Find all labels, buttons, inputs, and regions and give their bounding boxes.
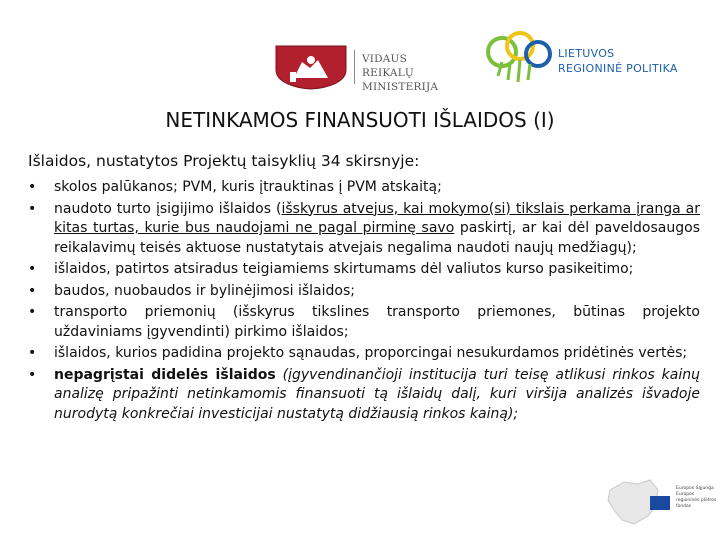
fund-text-line-2: Europos bbox=[676, 492, 695, 497]
bullet-icon: • bbox=[28, 345, 37, 361]
item-bold-text: nepagrįstai didelės išlaidos bbox=[54, 366, 276, 383]
ministry-name bbox=[362, 52, 462, 94]
program-name-line-1: LIETUVOS bbox=[558, 47, 615, 60]
fund-text-line-3: regioninės plėtros bbox=[676, 498, 717, 503]
item-text: išlaidos, patirtos atsiradus teigiamiems skirtumams dėl valiutos kurso pasikeitimo; bbox=[54, 261, 634, 277]
item-underlined-text: išskyrus atvejus, kai mokymo(si) tikslais perkama įranga ar kitas turtas, kurie bus naudojami ne pagal pirminę savo bbox=[54, 200, 700, 236]
list-item bbox=[28, 366, 700, 425]
coat-of-arms-icon bbox=[272, 42, 350, 90]
item-text: išlaidos, kurios padidina projekto sąnaudas, proporcingai nesukurdamos pridėtinės vertės; bbox=[54, 345, 688, 361]
bullet-icon: • bbox=[28, 282, 37, 299]
ministry-name-line-2: MINISTERIJA bbox=[362, 81, 439, 93]
program-name bbox=[558, 46, 678, 76]
list-item bbox=[28, 200, 700, 259]
logo-divider bbox=[354, 50, 355, 84]
program-name-line-2: REGIONINĖ POLITIKA bbox=[558, 62, 678, 75]
page-title: NETINKAMOS FINANSUOTI IŠLAIDOS (I) bbox=[165, 108, 555, 132]
list-item bbox=[28, 260, 700, 280]
eu-flag-icon bbox=[650, 496, 670, 510]
list-item bbox=[28, 178, 700, 198]
bullet-icon: • bbox=[28, 179, 37, 195]
bullet-icon: • bbox=[28, 200, 37, 217]
bullet-icon: • bbox=[28, 304, 37, 320]
ministry-logo bbox=[272, 42, 462, 93]
ineligible-expenses-list bbox=[28, 178, 700, 426]
list-item bbox=[28, 303, 700, 342]
fund-text-line-4: fondas bbox=[676, 504, 692, 509]
section-subtitle: Išlaidos, nustatytos Projektų taisyklių 34 skirsnyje: bbox=[28, 152, 420, 170]
item-text: naudoto turto įsigijimo išlaidos ( bbox=[54, 200, 282, 217]
item-text-continued: paskirtį, ar kai dėl paveldosaugos reikalavimų teisės aktuose nustatytais atvejais negalima naudoti naujų medžiagų); bbox=[54, 220, 700, 256]
regional-policy-logo bbox=[484, 30, 704, 94]
bullet-icon: • bbox=[28, 261, 37, 277]
item-italic-text: (įgyvendinančioji institucija turi teisę atlikusi rinkos kainų analizę pripažinti netinkamomis finansuoti tą išlaidų dalį, kuri viršija analizės išvadoje nurodytą konkrečiai investicijai nustatytą didžiausią rinkos kainą); bbox=[54, 366, 700, 422]
item-text: skolos palūkanos; PVM, kuris įtrauktinas į PVM atskaitą; bbox=[54, 179, 442, 195]
item-text: baudos, nuobaudos ir bylinėjimosi išlaidos; bbox=[54, 282, 355, 299]
footer-branding bbox=[604, 476, 720, 540]
item-text: transporto priemonių (išskyrus tikslines transporto priemones, būtinas projekto uždaviniams įgyvendinti) pirkimo išlaidos; bbox=[54, 304, 700, 340]
list-item bbox=[28, 282, 700, 302]
fund-text-line-1: Europos Sąjunga bbox=[676, 486, 714, 491]
ministry-name-line-1: VIDAUS REIKALŲ bbox=[362, 53, 414, 79]
regional-policy-mark-icon bbox=[484, 30, 554, 94]
list-item bbox=[28, 344, 700, 364]
bullet-icon: • bbox=[28, 366, 37, 383]
fund-text bbox=[676, 486, 718, 510]
